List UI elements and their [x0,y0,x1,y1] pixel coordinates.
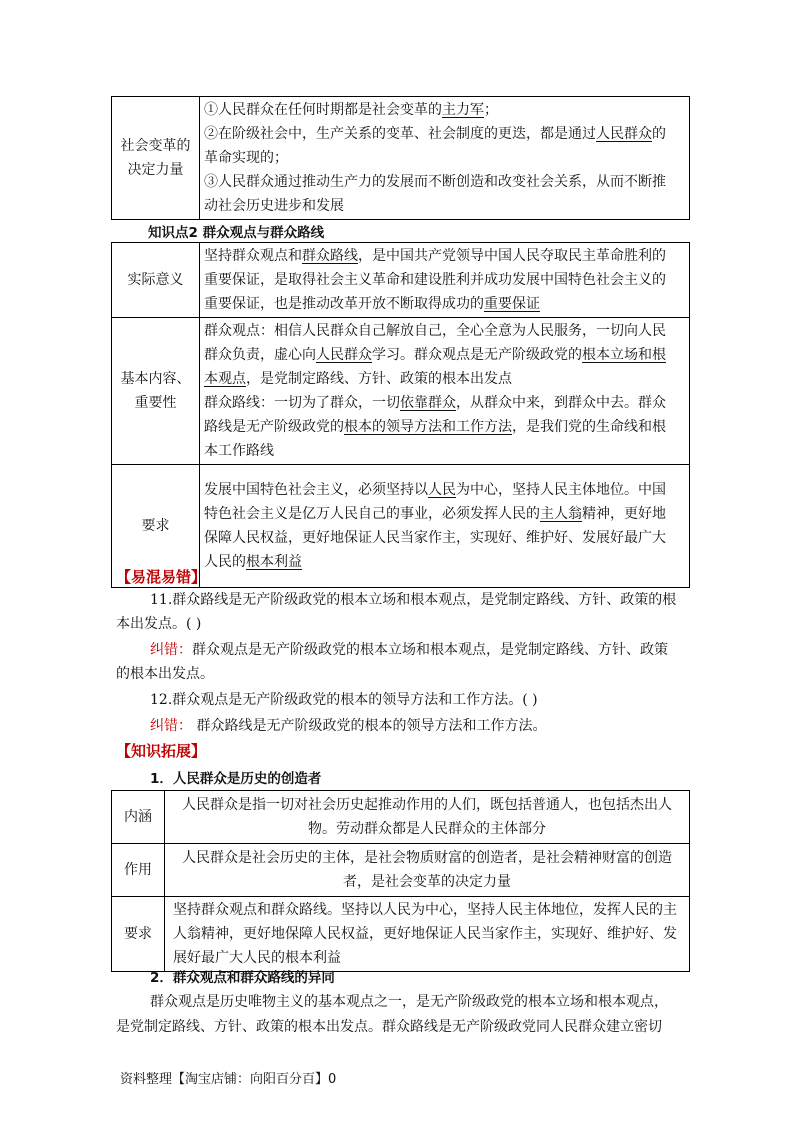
text-segment: ③人民群众通过推动生产力的发展而不断创造和改变社会关系，从而不断推 [204,174,666,190]
text-segment: 群众观点：相信人民群众自己解放自己，全心全意为人民服务，一切向人民 [204,323,666,339]
text-line [204,343,685,367]
text-line [204,170,685,194]
text-segment: 革命实现的； [204,150,288,166]
text-line [204,502,685,526]
row-content [200,465,690,588]
section-2-heading: 2．群众观点和群众路线的异同 [150,970,335,986]
text-segment: ①人民群众在任何时期都是社会变革的 [204,102,442,118]
underlined-key-term: 主力军 [442,102,484,118]
row-label: 作用 [112,844,165,897]
text-line [204,122,685,146]
text-segment: 群众路线：一切为了群众，一切 [204,395,400,411]
text-line [204,550,685,574]
text-segment: 群众负责，虚心向 [204,347,316,363]
text-line: 者，是社会变革的决定力量 [343,874,511,890]
text-segment: ，是我们党的生命线和根 [512,419,666,435]
heading-extension: 【知识拓展】 [116,742,207,760]
table-row [112,897,690,972]
text-line [204,244,685,268]
text-segment: ，从群众中来，到群众中去。群众 [456,395,666,411]
underlined-key-term: 群众路线 [302,248,358,264]
row-content [200,243,690,318]
text-line [204,146,685,170]
text-segment: ，是党制定路线、方针、政策的根本出发点 [246,371,512,387]
text-segment: 特色社会主义是亿万人民自己的事业，必须发挥人民的 [204,506,540,522]
row-content [200,97,690,220]
table-row [112,318,690,465]
closing-paragraph-line2: 是党制定路线、方针、政策的根本出发点。群众路线是无产阶级政党同人民群众建立密切 [116,1019,662,1035]
row-content [165,897,690,972]
text-line [204,194,685,218]
text-line [204,415,685,439]
underlined-key-term: 人民群众 [316,347,372,363]
table-row [112,791,690,844]
text-segment: ，是中国共产党领导中国人民夺取民主革命胜利的 [358,248,666,264]
text-line [204,439,685,463]
underlined-key-term: 依靠群众 [400,395,456,411]
text-line: 人翁精神，更好地保障人民权益，更好地保证人民当家作主，实现好、维护好、发 [173,926,677,942]
underlined-key-term: 人民 [428,482,456,498]
text-segment: 为中心，坚持人民主体地位。中国 [456,482,666,498]
text-line [204,268,685,292]
label-text: 实际意义 [127,272,184,288]
knowledge-point-2-heading: 知识点2 群众观点与群众路线 [148,225,325,241]
row-label [112,318,200,465]
text-segment: 保障人民权益，更好地保证人民当家作主，实现好、维护好、发展好最广大 [204,530,666,546]
text-line [204,526,685,550]
text-segment: 路线是无产阶级政党的 [204,419,344,435]
table-row [112,243,690,318]
text-segment: 重要保证，是取得社会主义革命和建设胜利并成功发展中国特色社会主义的 [204,272,666,288]
text-segment: 精神，更好地 [582,506,666,522]
text-line [204,98,685,122]
text-segment: 学习。群众观点是无产阶级政党的 [372,347,582,363]
page-footer: 资料整理【淘宝店铺：向阳百分百】0 [120,1072,337,1087]
text-line [204,319,685,343]
table-mass-line [111,242,690,588]
q11-text: 11.群众路线是无产阶级政党的根本立场和根本观点，是党制定路线、方针、政策的根 [150,592,677,608]
label-text: 要求 [141,518,170,534]
underlined-key-term: 人民群众 [596,126,652,142]
table-social-change [111,96,690,220]
text-segment: 的 [652,126,666,142]
row-content [165,791,690,844]
table-creators-of-history [111,790,690,972]
underlined-key-term: 主人翁 [540,506,582,522]
text-segment: 人民的 [204,554,246,570]
text-line: 坚持群众观点和群众路线。坚持以人民为中心，坚持人民主体地位，发挥人民的主 [173,902,677,918]
text-line [204,292,685,316]
underlined-key-term: 根本立场和根 [582,347,666,363]
text-segment: 动社会历史进步和发展 [204,198,344,214]
q11-text-cont: 本出发点。( ) [116,616,202,632]
row-content [165,844,690,897]
text-line: 人民群众是社会历史的主体，是社会物质财富的创造者，是社会精神财富的创造 [182,850,672,866]
text-segment: 重要保证，也是推动改革开放不断取得成功的 [204,296,484,312]
text-segment: ②在阶级社会中，生产关系的变革、社会制度的更迭，都是通过 [204,126,596,142]
q12-correction: 纠错： 群众路线是无产阶级政党的根本的领导方法和工作方法。 [150,718,547,734]
section-1-heading: 1．人民群众是历史的创造者 [150,771,322,787]
row-label [112,243,200,318]
underlined-key-term: 重要保证 [484,296,540,312]
table-row [112,844,690,897]
text-line [204,367,685,391]
underlined-key-term: 本观点 [204,371,246,387]
label-text: 社会变革的决定力量 [120,138,191,178]
text-line: 物。劳动群众都是人民群众的主体部分 [308,821,546,837]
text-line: 展好最广大人民的根本利益 [173,950,341,966]
heading-confusion: 【易混易错】 [116,568,207,586]
text-segment: 发展中国特色社会主义，必须坚持以 [204,482,428,498]
row-label [112,97,200,220]
row-label: 要求 [112,897,165,972]
text-line: 人民群众是指一切对社会历史起推动作用的人们，既包括普通人，也包括杰出人 [182,797,672,813]
row-content [200,318,690,465]
text-line [204,478,685,502]
q11-correction-cont: 的根本出发点。 [116,666,214,682]
q12-text: 12.群众观点是无产阶级政党的根本的领导方法和工作方法。( ) [150,692,538,708]
text-segment: 本工作路线 [204,443,274,459]
underlined-key-term: 根本的领导方法和工作方法 [344,419,512,435]
underlined-key-term: 根本利益 [246,554,302,570]
q11-correction: 纠错：群众观点是无产阶级政党的根本立场和根本观点，是党制定路线、方针、政策 [150,642,668,658]
closing-paragraph-line1: 群众观点是历史唯物主义的基本观点之一，是无产阶级政党的根本立场和根本观点， [150,994,668,1010]
text-line [204,391,685,415]
text-segment: 坚持群众观点和 [204,248,302,264]
label-text: 基本内容、重要性 [120,371,191,411]
text-segment: ； [484,102,498,118]
row-label: 内涵 [112,791,165,844]
